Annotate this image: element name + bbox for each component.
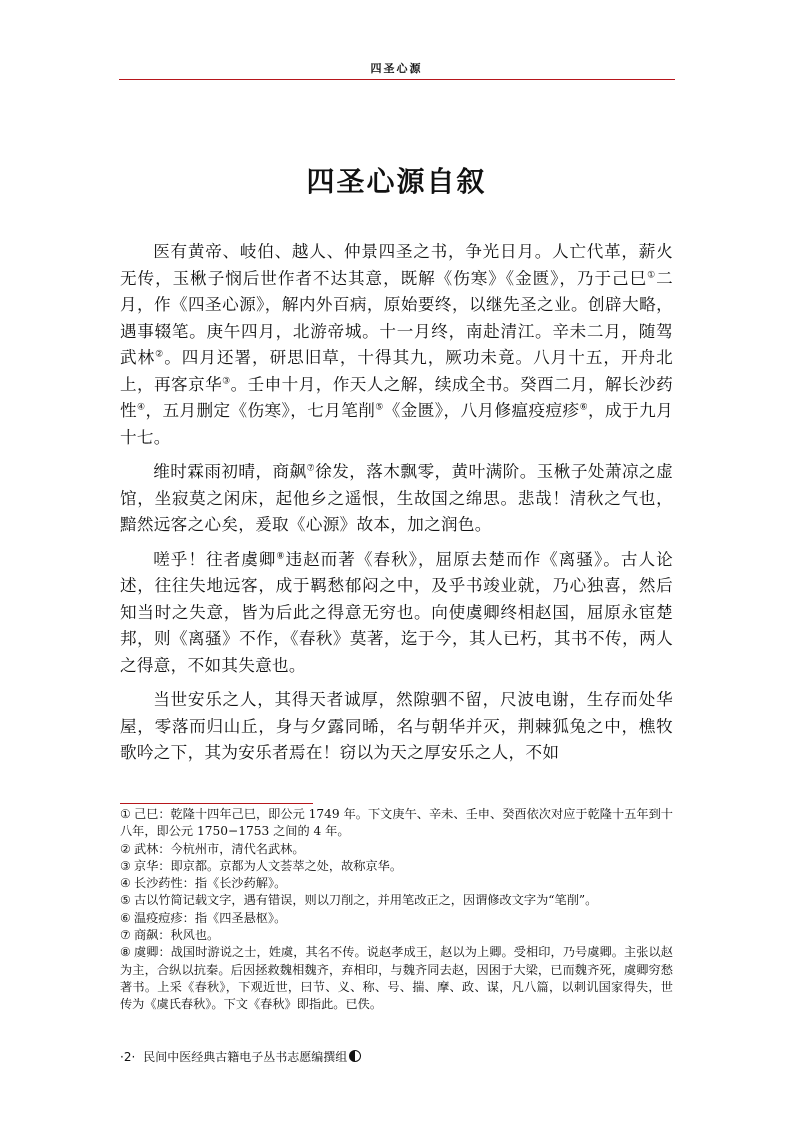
footnote-text: 商飙：秋风也。 bbox=[133, 928, 220, 943]
footnote bbox=[120, 910, 673, 927]
paragraph bbox=[120, 459, 673, 539]
footnote-marker: ⑥ bbox=[120, 910, 131, 925]
series-title: 民间中医经典古籍电子丛书志愿编撰组 bbox=[143, 1050, 348, 1064]
footnote-marker: ④ bbox=[120, 876, 131, 891]
paragraph-text: ，成于九月十七。 bbox=[120, 401, 673, 447]
footnote-text: 长沙药性：指《长沙药解》。 bbox=[133, 876, 287, 891]
footnote-ref: ⑤ bbox=[375, 402, 384, 413]
footnote-ref: ② bbox=[155, 349, 165, 360]
footnote-text: 虞卿：战国时游说之士，姓虞，其名不传。说赵孝成王，赵以为上卿。受相印，乃号虞卿。主张以赵为主，合纵以抗秦。后因拯救魏相魏齐，弃相印，与魏齐同去赵，因困于大梁，已而魏齐死，虞卿穷愁著书。上采《春秋》，下观近世，曰节、义、称、号、揣、摩、政、谋，凡八篇，以刺讥国家得失，世传为《虞氏春秋》。下文《春秋》即指此。已佚。 bbox=[120, 945, 673, 1012]
paragraph bbox=[120, 547, 673, 680]
footnote-text: 武林：今杭州市，清代名武林。 bbox=[133, 841, 305, 856]
footnote-text: 古以竹简记载文字，遇有错误，则以刀削之，并用笔改正之，因谓修改文字为“笔削”。 bbox=[133, 893, 598, 908]
footnote-marker: ② bbox=[120, 841, 131, 856]
paragraph-text: 《金匮》，八月修瘟疫痘疹 bbox=[383, 401, 580, 420]
header-divider bbox=[119, 79, 675, 80]
paragraph-text: 维时霖雨初晴，商飙 bbox=[153, 462, 307, 481]
paragraph bbox=[120, 687, 673, 767]
footnote bbox=[120, 944, 673, 1013]
footnotes bbox=[120, 806, 673, 1014]
paragraph-text: 当世安乐之人，其得天者诚厚，然隙驷不留，尺波电谢，生存而处华屋，零落而归山丘，身与夕露同晞，名与朝华并灭，荆棘狐兔之中，樵牧歌吟之下，其为安乐者焉在！窃以为天之厚安乐之人，不如 bbox=[120, 690, 673, 762]
footnote-marker: ⑧ bbox=[120, 945, 131, 960]
footnote bbox=[120, 892, 673, 909]
running-head: 四圣心源 bbox=[370, 62, 423, 75]
footnote bbox=[120, 806, 673, 841]
footnote-marker: ⑤ bbox=[120, 893, 131, 908]
footnote bbox=[120, 841, 673, 858]
paragraph-text: 违赵而著《春秋》，屈原去楚而作《离骚》。古人论述，往往失地远客，成于羁愁郁闷之中，及乎书竣业就，乃心独喜，然后知当时之失意，皆为后此之得意无穷也。向使虞卿终相赵国，屈原永宦楚邦，则《离骚》不作，《春秋》莫著，迄于今，其人已朽，其书不传，两人之得意，不如其失意也。 bbox=[120, 549, 673, 675]
page-footer bbox=[120, 1044, 420, 1070]
footnote-text: 己巳：乾隆十四年己巳，即公元 1749 年。下文庚午、辛未、壬申、癸酉依次对应于乾隆十五年到十八年，即公元 1750−1753 之间的 4 年。 bbox=[120, 807, 673, 839]
body-text bbox=[120, 239, 673, 775]
footnote-ref: ⑥ bbox=[579, 402, 589, 413]
footnote bbox=[120, 858, 673, 875]
paragraph-text: 二月，作《四圣心源》，解内外百病，原始要终，以继先圣之业。创辟大略，遇事辍笔。庚午四月，北游帝城。十一月终，南赴清江。辛未二月，随驾武林 bbox=[120, 268, 673, 367]
footnote-ref: ③ bbox=[222, 375, 231, 386]
paragraph-text: ，五月删定《伤寒》，七月笔削 bbox=[145, 401, 376, 420]
footnote bbox=[120, 875, 673, 892]
footnote-marker: ⑦ bbox=[120, 928, 131, 943]
footnote-ref: ⑦ bbox=[306, 463, 316, 474]
footnote-ref: ⑧ bbox=[276, 550, 286, 561]
footnote-text: 京华：即京都。京都为人文荟萃之处，故称京华。 bbox=[133, 858, 403, 873]
paragraph-text: 。四月还署，研思旧草，十得其九，厥功未竟。八月十五，开舟北上，再客京华 bbox=[120, 348, 673, 394]
footnote-ref: ① bbox=[647, 269, 657, 280]
paragraph bbox=[120, 239, 673, 451]
paragraph-text: 嗟乎！往者虞卿 bbox=[153, 549, 277, 569]
footnote-text: 温疫痘疹：指《四圣悬枢》。 bbox=[133, 910, 287, 925]
paragraph-text: 徐发，落木飘零，黄叶满阶。玉楸子处萧凉之虚馆，坐寂莫之闲床，起他乡之遥恨，生故国之绵思。悲哉！清秋之气也，黯然远客之心矣，爰取《心源》故本，加之润色。 bbox=[120, 462, 673, 534]
footnote-divider bbox=[120, 803, 313, 804]
paragraph-text: 。壬申十月，作天人之解，续成全书。癸酉二月，解长沙药性 bbox=[120, 374, 673, 420]
page-title: 四圣心源自叙 bbox=[306, 165, 487, 198]
page-number: ·2· bbox=[120, 1050, 136, 1064]
footnote-marker: ① bbox=[120, 807, 131, 821]
footnote-ref: ④ bbox=[137, 402, 146, 413]
yin-yang-icon bbox=[349, 1050, 361, 1062]
footnote-marker: ③ bbox=[120, 858, 131, 873]
footnote bbox=[120, 927, 673, 944]
paragraph-text: 医有黄帝、岐伯、越人、仲景四圣之书，争光日月。人亡代革，薪火无传，玉楸子悯后世作者不达其意，既解《伤寒》《金匮》，乃于己巳 bbox=[120, 242, 673, 288]
